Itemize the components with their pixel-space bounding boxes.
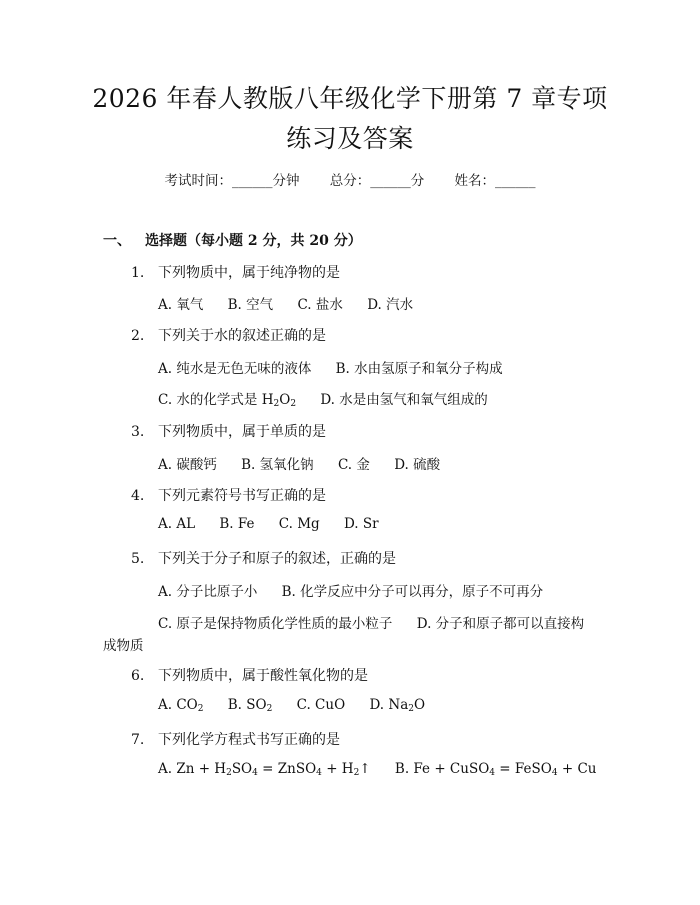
question-number: 2. — [131, 328, 145, 344]
question-number: 4. — [131, 488, 145, 504]
question-3-options — [158, 453, 440, 473]
question-2 — [131, 325, 326, 345]
question-4 — [131, 485, 326, 505]
question-text: 下列物质中，属于酸性氧化物的是 — [158, 668, 368, 684]
section-label: 选择题（每小题 2 分，共 20 分） — [145, 233, 362, 249]
question-number: 6. — [131, 668, 145, 684]
option-b: B. 空气 — [227, 297, 274, 313]
question-1 — [131, 262, 340, 282]
exam-info-line — [0, 169, 700, 189]
student-name-field: 姓名：______ — [454, 173, 536, 189]
option-d: D. 分子和原子都可以直接构 — [416, 616, 585, 632]
question-number: 7. — [131, 732, 145, 748]
question-5 — [131, 548, 396, 568]
question-1-options — [158, 293, 413, 313]
question-7-options — [158, 761, 597, 778]
option-c: C. Mg — [278, 516, 320, 532]
question-6-options — [158, 697, 425, 714]
option-c: C. 金 — [337, 457, 370, 473]
question-text: 下列关于水的叙述正确的是 — [158, 328, 326, 344]
option-d: D. 汽水 — [367, 297, 414, 313]
option-b: B. Fe — [219, 516, 255, 532]
option-b: B. Fe + CuSO$_4$ = FeSO$_4$ + Cu — [394, 761, 597, 778]
question-5-options-row1 — [158, 580, 543, 600]
option-d: D. $Na_2O$ — [369, 697, 426, 714]
section-heading — [103, 230, 362, 250]
question-text: 下列元素符号书写正确的是 — [158, 488, 326, 504]
exam-time-field: 考试时间：______分钟 — [164, 173, 300, 189]
question-text: 下列化学方程式书写正确的是 — [158, 732, 340, 748]
question-text: 下列物质中，属于单质的是 — [158, 424, 326, 440]
question-text: 下列物质中，属于纯净物的是 — [158, 265, 340, 281]
option-c: C. 盐水 — [297, 297, 343, 313]
option-a: A. 氧气 — [158, 297, 204, 313]
option-a: A. AL — [158, 516, 196, 532]
question-3 — [131, 421, 326, 441]
option-c: C. CuO — [296, 697, 346, 713]
question-text: 下列关于分子和原子的叙述，正确的是 — [158, 551, 396, 567]
option-a: A. $Zn + H_2SO_4$ = ZnSO$_4$ + $H_2↑$ — [158, 761, 371, 778]
document-title-line2: 练习及答案 — [286, 124, 414, 153]
question-7 — [131, 729, 340, 749]
document-title-line1: 2026 年春人教版八年级化学下册第 7 章专项 — [92, 84, 608, 113]
option-a: A. 碳酸钙 — [158, 457, 217, 473]
question-number: 3. — [131, 424, 145, 440]
question-6 — [131, 665, 368, 685]
option-a: A. 分子比原子小 — [158, 584, 258, 600]
question-2-options-row1 — [158, 357, 503, 377]
option-b: B. $SO_2$ — [227, 697, 273, 714]
option-b: B. 化学反应中分子可以再分，原子不可再分 — [281, 584, 544, 600]
option-d: D. 硫酸 — [394, 457, 441, 473]
option-d: D. 水是由氢气和氧气组成的 — [320, 392, 488, 408]
section-number: 一、 — [103, 233, 131, 249]
option-b: B. 氢氧化钠 — [241, 457, 314, 473]
question-number: 1. — [131, 265, 145, 281]
option-d: D. Sr — [343, 516, 379, 532]
option-b: B. 水由氢原子和氧分子构成 — [335, 361, 503, 377]
option-a: A. $CO_2$ — [158, 697, 204, 714]
question-2-options-row2 — [158, 388, 488, 409]
total-score-field: 总分：______分 — [329, 173, 425, 189]
question-4-options — [158, 516, 379, 532]
question-5-options-row2 — [158, 612, 584, 632]
option-c: C. 水的化学式是 $H_2O_2$ — [158, 392, 297, 409]
option-a: A. 纯水是无色无味的液体 — [158, 361, 312, 377]
option-d-wrap: 成物质 — [103, 638, 144, 654]
question-number: 5. — [131, 551, 145, 567]
option-c: C. 原子是保持物质化学性质的最小粒子 — [158, 616, 393, 632]
